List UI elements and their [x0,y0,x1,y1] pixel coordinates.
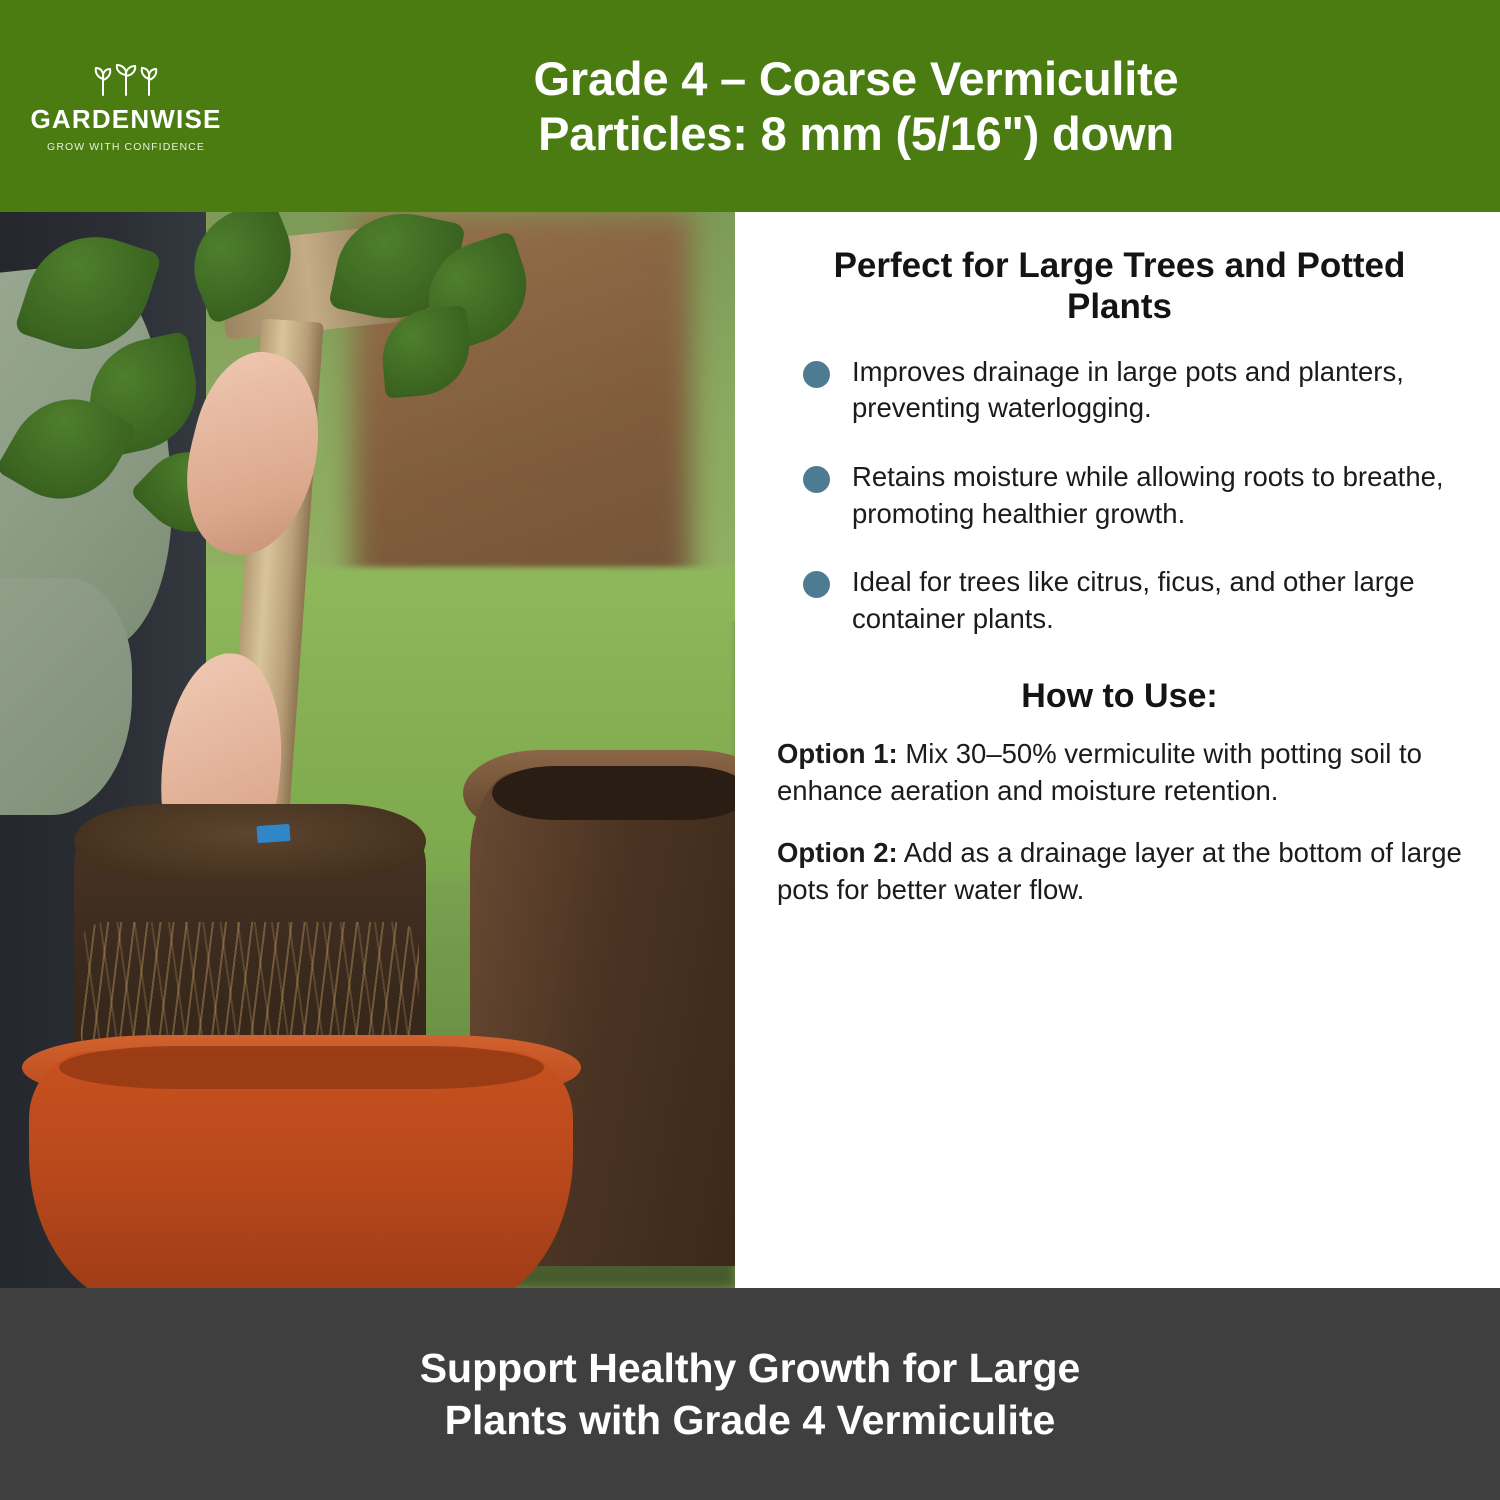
seedling-sprouts-icon [91,63,161,102]
text-column [735,212,1500,1288]
option-text: Mix 30–50% vermiculite with potting soil to enhance aeration and moisture retention. [777,738,1422,806]
page-title-line2: Particles: 8 mm (5/16") down [538,107,1174,160]
page-title [240,51,1482,162]
list-item [777,564,1462,637]
bullet-dot-icon [803,361,830,388]
option-label: Option 2: [777,837,898,869]
brand-name: GARDENWISE [30,104,222,134]
content-row [0,212,1500,1288]
footer-tagline [420,1342,1081,1446]
footer-line1: Support Healthy Growth for Large [419,1344,1081,1391]
benefit-text: Improves drainage in large pots and planters, preventing waterlogging. [852,355,1404,424]
bullet-dot-icon [803,466,830,493]
benefit-text: Retains moisture while allowing roots to breathe, promoting healthier growth. [852,461,1444,529]
benefits-list [777,354,1462,669]
benefit-text: Ideal for trees like citrus, ficus, and other large container plants. [852,566,1415,634]
brand-tagline: GROW WITH CONFIDENCE [47,141,205,153]
footer-banner [0,1288,1500,1500]
brand-logo [12,59,240,153]
page-title-line1: Grade 4 – Coarse Vermiculite [533,51,1179,105]
how-to-use-heading: How to Use: [1021,677,1218,716]
bullet-dot-icon [803,571,830,598]
header-banner [0,0,1500,212]
how-to-use-option [777,835,1462,908]
benefits-heading: Perfect for Large Trees and Potted Plants [833,246,1406,326]
how-to-use-option [777,736,1462,809]
option-text: Add as a drainage layer at the bottom of large pots for better water flow. [777,837,1462,905]
repotting-tree-photo [0,212,735,1288]
option-label: Option 1: [777,738,898,770]
list-item [777,459,1462,532]
footer-line2: Plants with Grade 4 Vermiculite [444,1397,1056,1443]
list-item [777,354,1462,427]
